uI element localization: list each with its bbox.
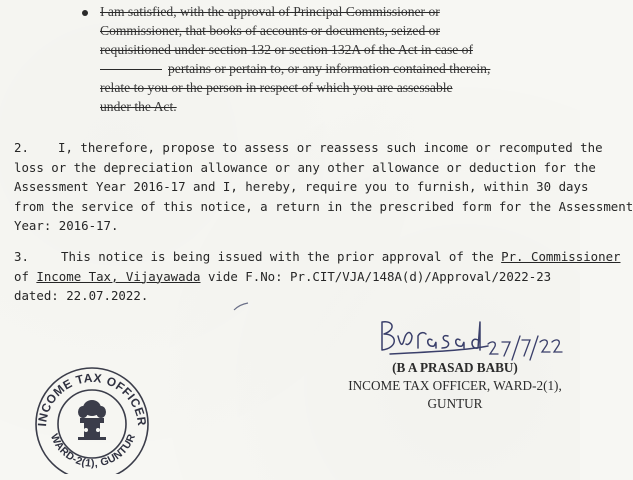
blank-line xyxy=(100,69,162,70)
paragraph-line: loss or the depreciation allowance or any other allowance or deduction for the xyxy=(14,159,596,175)
paragraph-3: 3. This notice is being issued with the prior approval of the Pr. Commissioner of Income Tax, Vijayawada vide F.No: Pr.CIT/VJA/148A(d)/Approval/2022-23 dated: 22.07.2022. xyxy=(14,247,564,306)
paragraph-number: 3. xyxy=(14,249,29,264)
paragraph-line: Assessment Year 2016-17 and I, hereby, require you to furnish, within 30 days xyxy=(14,179,589,194)
bullet-icon xyxy=(82,10,88,16)
authority-location: Income Tax, Vijayawada xyxy=(36,268,201,284)
paragraph-2 xyxy=(14,138,633,236)
signer-designation: INCOME TAX OFFICER, WARD-2(1), xyxy=(348,378,562,393)
paragraph-line: from the service of this notice, a return in the prescribed form for the Assessment xyxy=(14,198,633,214)
paragraph-text: This notice is being issued with the prior approval of the xyxy=(61,249,502,264)
signer-name: (B A PRASAD BABU) xyxy=(392,360,518,375)
approving-authority: Pr. Commissioner xyxy=(501,249,621,264)
struck-line: pertains or pertain to, or any information contained therein, xyxy=(100,59,568,78)
struck-clause xyxy=(100,2,568,116)
national-emblem-icon xyxy=(78,400,106,440)
paragraph-line: I, therefore, propose to assess or reassess such income or recomputed the xyxy=(58,140,603,155)
struck-line: under the Act. xyxy=(100,99,177,114)
official-seal-stamp xyxy=(28,366,156,474)
struck-line: Commissioner, that books of accounts or documents, seized or xyxy=(100,23,440,38)
struck-line: requisitioned under section 132 or section 132A of the Act in case of xyxy=(100,42,473,57)
svg-text:WARD-2(1), GUNTUR: WARD-2(1), GUNTUR xyxy=(47,432,139,470)
file-number: vide F.No: Pr.CIT/VJA/148A(d)/Approval/2022-23 xyxy=(200,268,552,284)
struck-line: I am satisfied, with the approval of Principal Commissioner or xyxy=(100,2,568,21)
stray-pen-mark xyxy=(232,300,252,312)
approval-date: dated: 22.07.2022. xyxy=(14,288,149,303)
signer-place: GUNTUR xyxy=(427,396,483,411)
struck-line: relate to you or the person in respect of which you are assessable xyxy=(100,80,453,95)
svg-text:INCOME TAX OFFICER: INCOME TAX OFFICER xyxy=(35,370,150,427)
paragraph-number: 2. xyxy=(14,140,29,155)
paragraph-line: Year: 2016-17. xyxy=(14,218,119,233)
